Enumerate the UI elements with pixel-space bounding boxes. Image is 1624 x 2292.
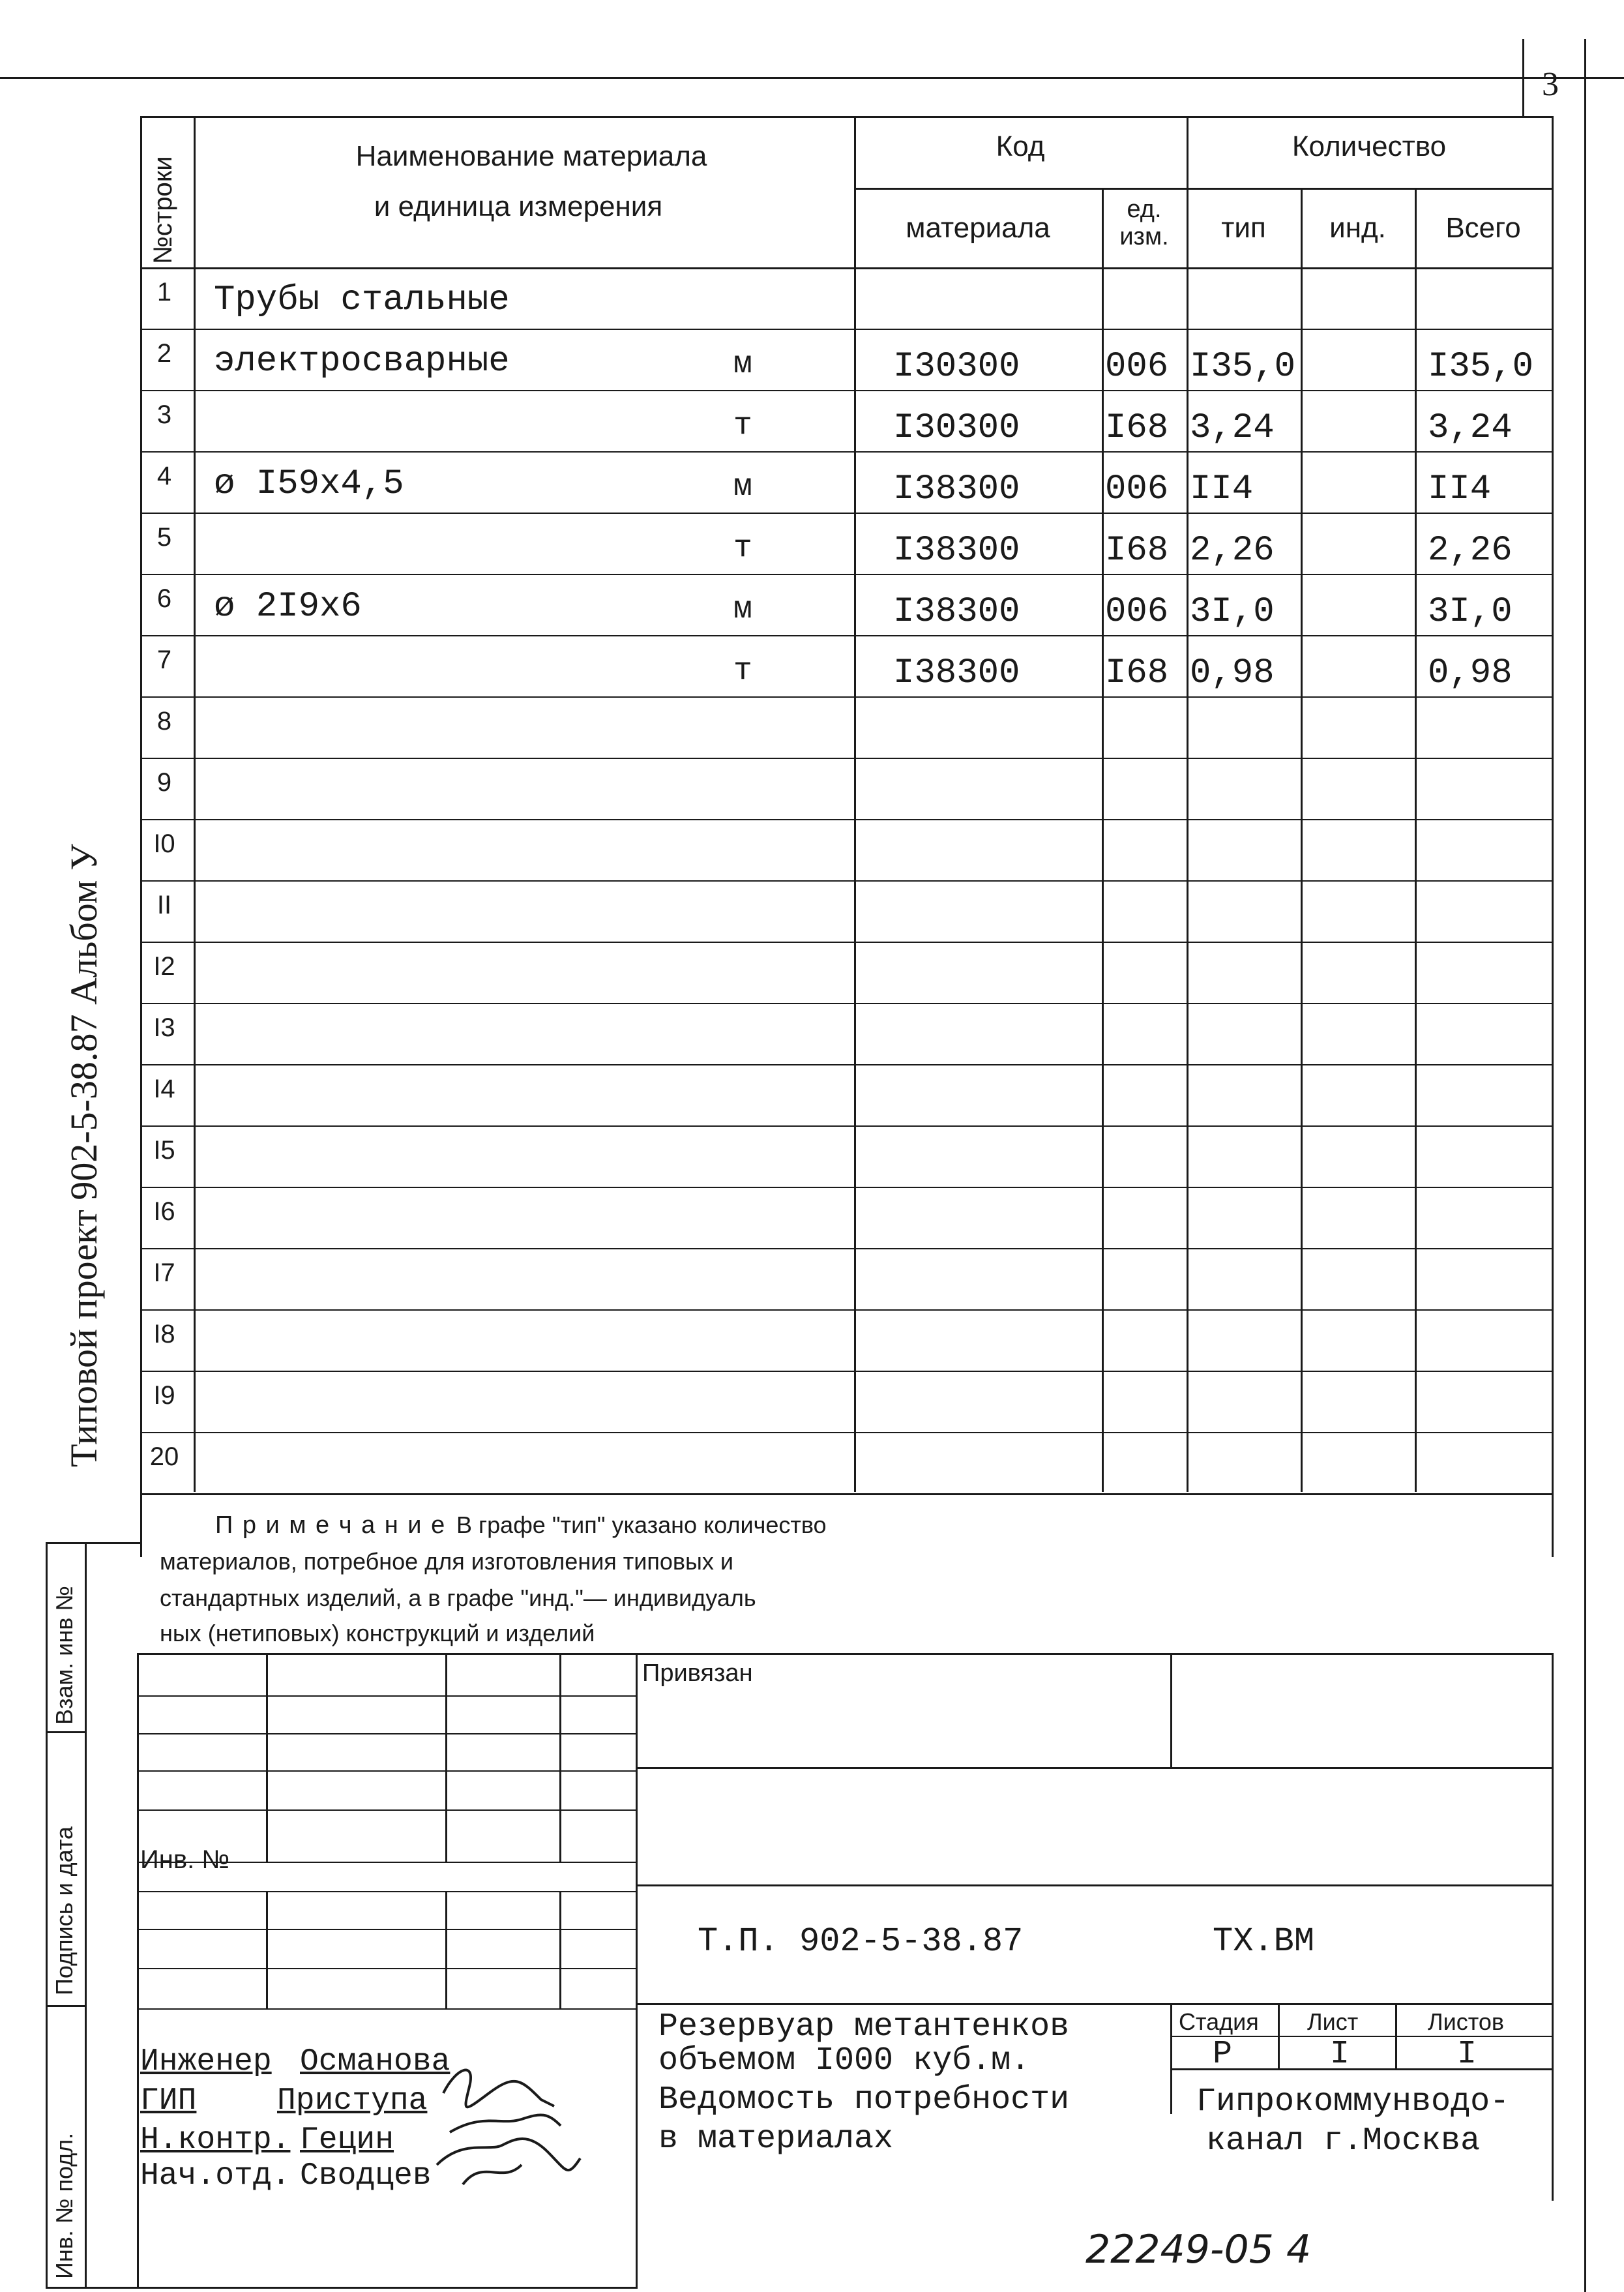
signatory-name: Гецин — [300, 2122, 394, 2158]
row-divider — [140, 1248, 1554, 1249]
row-divider — [140, 635, 1554, 636]
row-number: 4 — [156, 462, 172, 490]
side-project-label: Типовой проект 902-5-38.87 Альбом У — [63, 844, 105, 1467]
document-mark: ТХ.ВМ — [1213, 1922, 1315, 1961]
row-number: I9 — [153, 1381, 175, 1410]
row-number: 5 — [156, 523, 172, 552]
row-number: 9 — [156, 768, 172, 797]
sheet-value: I — [1330, 2036, 1350, 2073]
quantity-typ: 2,26 — [1190, 531, 1275, 571]
title-line-3: Ведомость потребности — [658, 2081, 1070, 2119]
unit-code: I68 — [1105, 653, 1169, 693]
ind-header: инд. — [1329, 212, 1386, 244]
material-name: Трубы стальные — [214, 280, 510, 320]
signatory-role: Нач.отд. — [140, 2158, 291, 2194]
title-line-4: в материалах — [658, 2121, 894, 2158]
inv-no-label: Инв. № — [140, 1845, 230, 1874]
row-divider — [140, 1064, 1554, 1065]
unit-of-measure: м — [733, 592, 752, 627]
signatory-role: ГИП — [140, 2083, 197, 2119]
row-divider — [140, 390, 1554, 391]
quantity-typ: 0,98 — [1190, 653, 1275, 693]
material-code-header: материала — [906, 212, 1050, 244]
material-name: ø I59x4,5 — [214, 464, 404, 504]
unit-of-measure: м — [733, 347, 752, 382]
row-divider — [140, 1125, 1554, 1127]
name-header: Наименование материала — [355, 140, 707, 172]
row-divider — [140, 1432, 1554, 1433]
signatory-name: Сводцев — [300, 2158, 432, 2194]
row-number: 6 — [156, 584, 172, 613]
quantity-total: 0,98 — [1428, 653, 1513, 693]
row-number: 8 — [156, 707, 172, 736]
row-number: 20 — [149, 1442, 179, 1471]
organization-line1: Гипрокоммунводо- — [1196, 2083, 1510, 2121]
signatory-name: Приступа — [277, 2083, 428, 2119]
row-divider — [140, 880, 1554, 882]
quantity-total: II4 — [1428, 469, 1492, 509]
unit-of-measure: т — [733, 531, 752, 566]
organization-line2: канал г.Москва — [1206, 2122, 1481, 2160]
inv-podl-label: Инв. № подл. — [51, 2132, 78, 2279]
unit-code: 006 — [1105, 347, 1169, 387]
name-header-line2: и единица измерения — [374, 190, 663, 222]
row-number: II — [156, 891, 172, 919]
quantity-total: 2,26 — [1428, 531, 1513, 571]
code-header: Код — [996, 130, 1045, 162]
material-name: электросварные — [214, 342, 510, 381]
unit-of-measure: т — [733, 408, 752, 443]
typ-header: тип — [1221, 212, 1266, 244]
unit-of-measure: т — [733, 653, 752, 689]
row-divider — [140, 819, 1554, 820]
row-divider — [140, 758, 1554, 759]
row-divider — [140, 1309, 1554, 1311]
sheets-label: Листов — [1428, 2008, 1504, 2035]
quantity-typ: 3I,0 — [1190, 592, 1275, 632]
total-header: Всего — [1445, 212, 1521, 244]
material-code: I38300 — [893, 653, 1020, 693]
signatory-role: Н.контр. — [140, 2122, 291, 2158]
signatory-name: Османова — [300, 2044, 450, 2079]
material-name: ø 2I9x6 — [214, 587, 362, 627]
podpis-data-label: Подпись и дата — [51, 1826, 78, 1995]
quantity-typ: II4 — [1190, 469, 1254, 509]
right-frame-line — [1584, 39, 1586, 2292]
row-divider — [140, 329, 1554, 330]
note-line3: стандартных изделий, а в графе "инд."— индивидуаль — [160, 1585, 756, 1611]
page-number-box-left — [1522, 39, 1524, 117]
row-divider — [140, 574, 1554, 575]
row-number: 1 — [156, 278, 172, 306]
row-divider — [140, 696, 1554, 698]
row-number: I4 — [153, 1075, 175, 1103]
material-code: I30300 — [893, 408, 1020, 448]
designation: Т.П. 902-5-38.87 — [698, 1922, 1024, 1961]
material-code: I38300 — [893, 531, 1020, 571]
quantity-typ: I35,0 — [1190, 347, 1296, 387]
row-divider — [140, 513, 1554, 514]
row-number: I2 — [153, 952, 175, 981]
row-divider — [140, 1187, 1554, 1188]
archive-code: 22249-05 4 — [1085, 2227, 1312, 2272]
row-number: I7 — [153, 1258, 175, 1287]
quantity-typ: 3,24 — [1190, 408, 1275, 448]
row-divider — [140, 1003, 1554, 1004]
row-number: I0 — [153, 829, 175, 858]
quantity-total: 3I,0 — [1428, 592, 1513, 632]
material-code: I38300 — [893, 592, 1020, 632]
row-number: 3 — [156, 400, 172, 429]
note-line1: В графе "тип" указано количество — [456, 1511, 827, 1538]
unit-code: I68 — [1105, 408, 1169, 448]
vzam-inv-label: Взам. инв № — [51, 1585, 78, 1725]
handwritten-signatures — [424, 2054, 593, 2204]
stage-label: Стадия — [1179, 2008, 1259, 2035]
row-number: I8 — [153, 1320, 175, 1348]
row-number: I3 — [153, 1013, 175, 1042]
row-divider — [140, 1371, 1554, 1372]
row-divider — [140, 451, 1554, 453]
unit-code-header: ед. — [1127, 196, 1162, 223]
note-line2: материалов, потребное для изготовления типовых и — [160, 1548, 734, 1575]
row-divider — [140, 942, 1554, 943]
unit-code: 006 — [1105, 592, 1169, 632]
stage-value: Р — [1213, 2036, 1233, 2073]
sheets-value: I — [1457, 2036, 1477, 2073]
privyazan-label: Привязан — [642, 1659, 753, 1687]
sheet-label: Лист — [1307, 2008, 1359, 2035]
unit-code: I68 — [1105, 531, 1169, 571]
note-prefix: П р и м е ч а н и е — [215, 1511, 447, 1539]
row-number: I5 — [153, 1136, 175, 1165]
unit-of-measure: м — [733, 469, 752, 505]
quantity-header: Количество — [1292, 130, 1447, 162]
quantity-total: 3,24 — [1428, 408, 1513, 448]
row-number-header: №строки — [149, 156, 177, 264]
title-line-1: Резервуар метантенков — [658, 2008, 1070, 2046]
row-number: I6 — [153, 1197, 175, 1226]
page-number: 3 — [1542, 66, 1559, 103]
material-code: I38300 — [893, 469, 1020, 509]
note-line4: ных (нетиповых) конструкций и изделий — [160, 1620, 595, 1646]
unit-code-header-line2: изм. — [1119, 223, 1169, 250]
top-frame-line — [0, 77, 1624, 79]
row-number: 2 — [156, 339, 172, 368]
unit-code: 006 — [1105, 469, 1169, 509]
title-line-2: объемом I000 куб.м. — [658, 2042, 1031, 2079]
row-number: 7 — [156, 646, 172, 674]
quantity-total: I35,0 — [1428, 347, 1534, 387]
material-code: I30300 — [893, 347, 1020, 387]
signatory-role: Инженер — [140, 2044, 272, 2079]
